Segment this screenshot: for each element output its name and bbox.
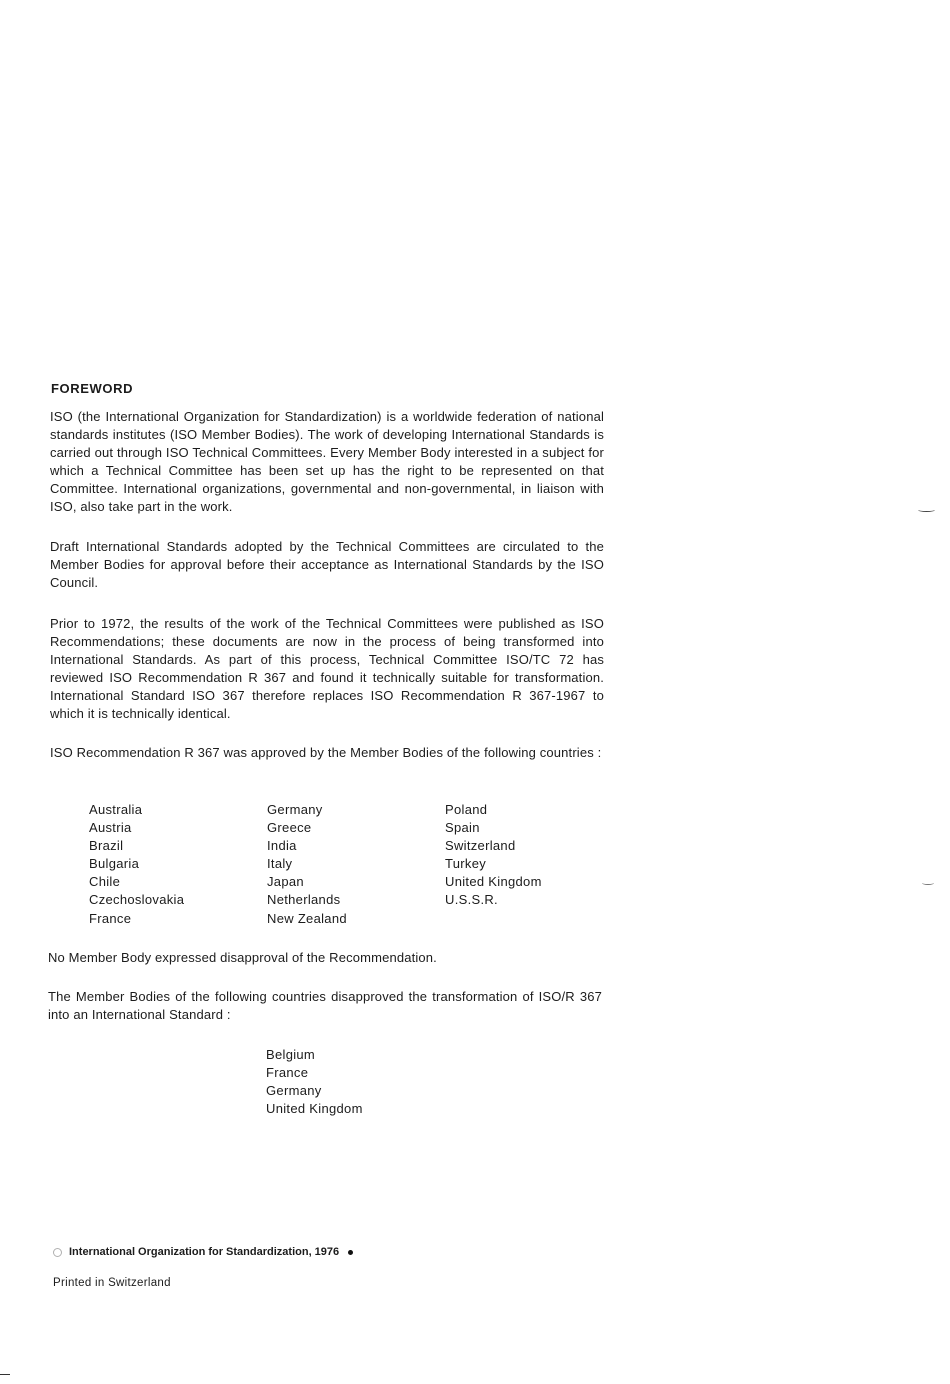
copyright-icon	[53, 1248, 62, 1257]
paragraph-disapproved-transformation: The Member Bodies of the following countries disapproved the transformation of ISO/R 367 into an International Standard :	[48, 989, 602, 1023]
country-item: Turkey	[445, 856, 487, 872]
scan-mark	[922, 881, 934, 885]
foreword-heading: FOREWORD	[51, 381, 134, 396]
paragraph-transformation: Prior to 1972, the results of the work of the Technical Committees were published as ISO Recommendations; these documents are now in the process of being transformed into International Standards. As part of this process, Technical Committee ISO/TC 72 has reviewed ISO Recommendation R 367 and found it technically suitable for transformation. International Standard ISO 367 therefore replaces ISO Recommendation R 367-1967 to which it is technically identical.	[50, 616, 604, 722]
country-item: Poland	[445, 802, 488, 817]
country-item: Belgium	[266, 1047, 316, 1062]
paragraph-iso-intro: ISO (the International Organization for Standardization) is a worldwide federation of national standards institutes (ISO Member Bodies). The work of developing International Standards is carried out through ISO Technical Committees. Every Member Body interested in a subject for which a Technical Committee has been set up has the right to be represented on that Committee. International organizations, governmental and non-governmental, in liaison with ISO, also take part in the work.	[50, 409, 604, 515]
paragraph-draft-standards: Draft International Standards adopted by the Technical Committees are circulated to the Member Bodies for approval before their acceptance as International Standards by the ISO Council.	[50, 539, 604, 591]
printed-in-text: Printed in Switzerland	[53, 1277, 171, 1289]
country-item: Austria	[89, 820, 132, 836]
country-item: Germany	[266, 1083, 322, 1099]
country-item: Italy	[267, 856, 293, 872]
paragraph-no-disapproval: No Member Body expressed disapproval of the Recommendation.	[48, 950, 437, 965]
country-item: Spain	[445, 820, 480, 836]
country-item: Czechoslovakia	[89, 892, 185, 908]
copyright-line	[53, 1246, 353, 1258]
country-item: Switzerland	[445, 838, 516, 854]
country-item: France	[266, 1065, 309, 1081]
country-column-3	[445, 801, 542, 910]
country-item: Chile	[89, 874, 121, 890]
country-item: New Zealand	[267, 910, 347, 926]
disapproving-countries-list	[266, 1046, 363, 1118]
copyright-text: International Organization for Standardization, 1976	[69, 1246, 340, 1258]
country-item: Netherlands	[267, 892, 341, 908]
country-column-2	[267, 801, 347, 928]
country-item: Greece	[267, 820, 312, 836]
country-item: Japan	[267, 874, 304, 890]
country-item: Bulgaria	[89, 856, 140, 872]
paragraph-approval: ISO Recommendation R 367 was approved by the Member Bodies of the following countries :	[50, 745, 602, 760]
country-item: U.S.S.R.	[445, 892, 498, 908]
scan-mark	[918, 508, 935, 512]
country-item: United Kingdom	[445, 874, 542, 890]
country-item: India	[267, 838, 297, 854]
country-item: Germany	[267, 802, 323, 817]
country-item: Australia	[89, 802, 143, 817]
country-column-1	[89, 801, 184, 928]
country-item: United Kingdom	[266, 1101, 363, 1117]
country-item: Brazil	[89, 838, 124, 854]
scan-mark	[0, 1372, 10, 1375]
country-item: France	[89, 910, 132, 926]
bullet-icon	[348, 1250, 353, 1255]
